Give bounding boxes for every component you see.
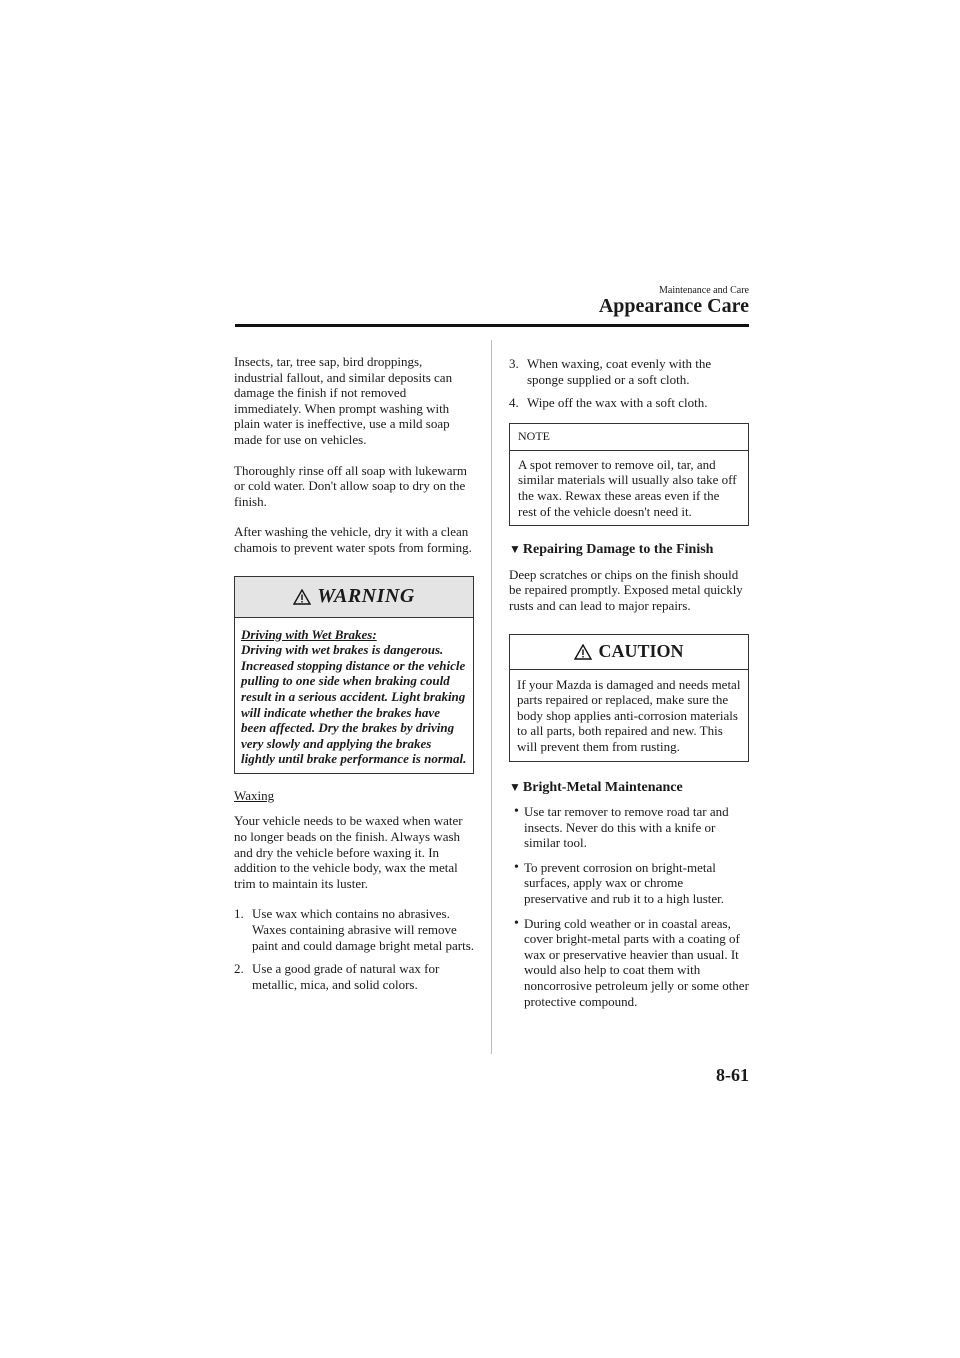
caution-triangle-icon <box>574 644 592 660</box>
section-arrow-icon: ▼ <box>509 779 521 794</box>
list-text: Use wax which contains no abrasives. Waxes containing abrasive will remove paint and could damage bright metal parts. <box>252 906 475 953</box>
bullet-icon: • <box>514 804 519 820</box>
bullet-text: To prevent corrosion on bright-metal surfaces, apply wax or chrome preservative and rub it to a high luster. <box>524 859 725 907</box>
list-number: 2. <box>234 961 244 977</box>
section-heading-text: Repairing Damage to the Finish <box>522 542 714 558</box>
waxing-heading: Waxing <box>234 787 275 803</box>
section-heading-text: Bright-Metal Maintenance <box>522 779 683 795</box>
warning-header <box>235 577 473 618</box>
list-text: When waxing, coat evenly with the sponge supplied or a soft cloth. <box>527 356 712 387</box>
section-arrow-icon: ▼ <box>509 542 521 557</box>
page-title: Appearance Care <box>598 295 749 317</box>
list-number: 3. <box>509 356 519 371</box>
caution-box <box>509 634 749 762</box>
warning-text: Driving with wet brakes is dangerous. Increased stopping distance or the vehicle pulling to one side when braking could result in a serious accident. Light braking will indicate whether the brakes have been affected. Dry the brakes by driving very slowly and applying the brakes lightly until brake performance is normal. <box>241 642 467 767</box>
repair-body: Deep scratches or chips on the finish should be repaired promptly. Exposed metal quickly rusts and can lead to major repairs. <box>509 566 743 613</box>
header-rule <box>235 324 749 327</box>
bullet-item <box>509 916 749 1010</box>
page-number: 8-61 <box>716 1065 749 1085</box>
bullet-icon: • <box>514 915 519 931</box>
caution-header <box>510 635 748 670</box>
list-item <box>234 961 474 992</box>
list-item <box>509 395 749 411</box>
paragraph-deposits: Insects, tar, tree sap, bird droppings, industrial fallout, and similar deposits can damage the finish if not removed immediately. When prompt washing with plain water is ineffective, use a mild soap made for use on vehicles. <box>234 354 453 447</box>
column-divider <box>491 340 492 1054</box>
note-body: A spot remover to remove oil, tar, and similar materials will usually also take off the wax. Rewax these areas even if the rest of the vehicle doesn't need it. <box>518 456 737 519</box>
bullet-text: Use tar remover to remove road tar and insects. Never do this with a knife or similar tool. <box>524 804 729 851</box>
warning-title: WARNING <box>317 584 415 607</box>
note-title: NOTE <box>510 424 748 451</box>
section-heading-repair <box>509 542 749 558</box>
warning-box <box>234 576 474 774</box>
bullet-item <box>509 804 749 851</box>
list-item <box>509 356 749 387</box>
paragraph-rinse: Thoroughly rinse off all soap with lukewarm or cold water. Don't allow soap to dry on the finish. <box>234 462 467 509</box>
warning-body <box>235 618 473 773</box>
list-number: 4. <box>509 395 519 411</box>
caution-title: CAUTION <box>598 640 684 661</box>
paragraph-dry: After washing the vehicle, dry it with a clean chamois to prevent water spots from forming. <box>234 524 472 555</box>
bullet-item <box>509 860 749 907</box>
list-text: Wipe off the wax with a soft cloth. <box>527 395 708 411</box>
caution-body: If your Mazda is damaged and needs metal parts repaired or replaced, make sure the body shop applies anti-corrosion materials to all parts, both repaired and new. This will prevent them from rusting. <box>517 676 741 754</box>
bullet-text: During cold weather or in coastal areas, cover bright-metal parts with a coating of wax or preservative heavier than usual. It would also help to coat them with noncorrosive petroleum jelly or some other protective compound. <box>524 915 749 1009</box>
section-heading-bright-metal <box>509 780 749 796</box>
right-column <box>509 356 749 1018</box>
list-item <box>234 906 474 953</box>
note-box <box>509 423 749 526</box>
left-column <box>234 354 474 1000</box>
warning-triangle-icon <box>293 589 311 605</box>
waxing-intro: Your vehicle needs to be waxed when water no longer beads on the finish. Always wash and dry the vehicle before waxing it. In addition to the vehicle body, wax the metal trim to maintain its luster. <box>234 813 463 891</box>
header-section: Maintenance and Care <box>659 285 749 296</box>
warning-subtitle: Driving with Wet Brakes: <box>241 626 377 642</box>
bullet-icon: • <box>514 859 519 875</box>
list-text: Use a good grade of natural wax for metallic, mica, and solid colors. <box>252 961 440 992</box>
list-number: 1. <box>234 906 244 922</box>
